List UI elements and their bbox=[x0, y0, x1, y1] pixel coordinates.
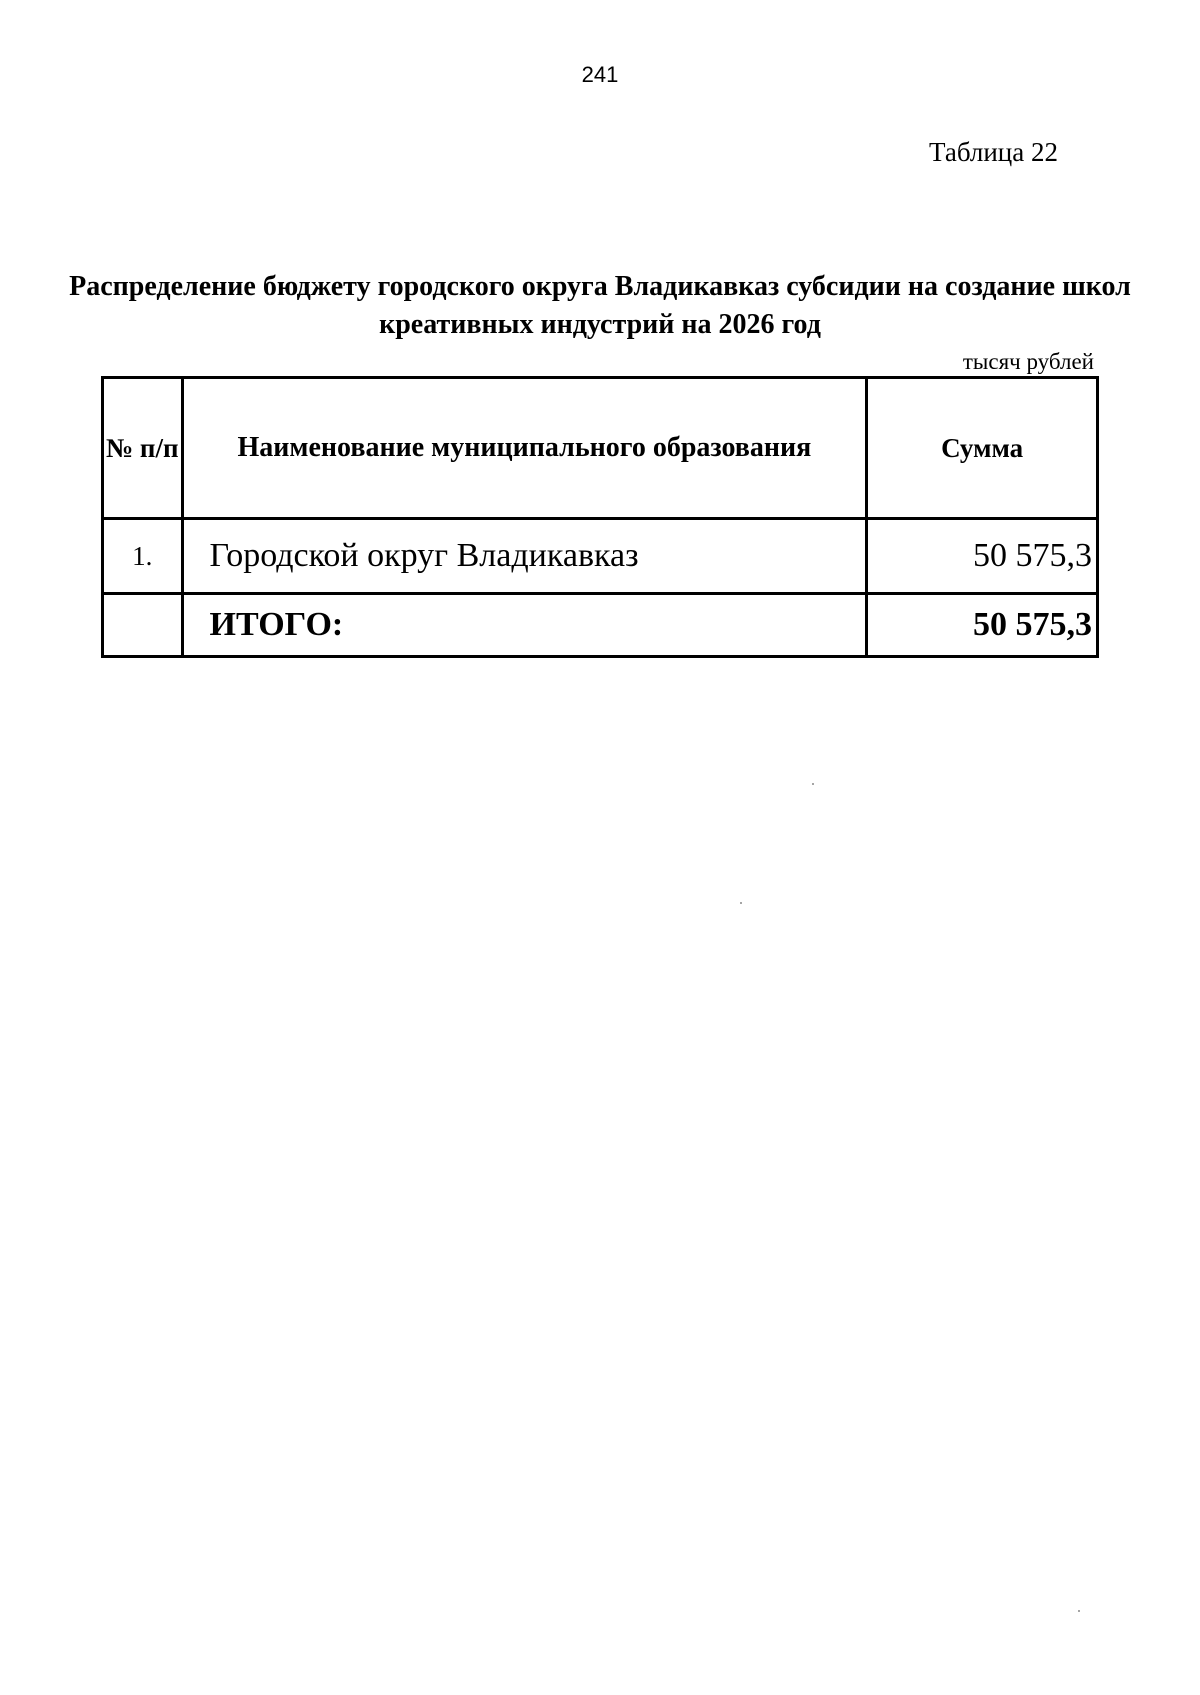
total-number bbox=[103, 594, 183, 657]
total-sum: 50 575,3 bbox=[867, 594, 1098, 657]
scan-speck bbox=[740, 902, 742, 904]
row-name: Городской округ Владикавказ bbox=[182, 519, 867, 594]
total-row bbox=[103, 594, 1098, 657]
total-label: ИТОГО: bbox=[182, 594, 867, 657]
header-name: Наименование муниципального образования bbox=[182, 378, 867, 519]
page-number: 241 bbox=[581, 62, 619, 87]
row-sum: 50 575,3 bbox=[867, 519, 1098, 594]
row-number: 1. bbox=[103, 519, 183, 594]
header-number: № п/п bbox=[103, 378, 183, 519]
units-label: тысяч рублей bbox=[962, 349, 1094, 374]
scan-speck bbox=[812, 783, 814, 785]
table-label: Таблица 22 bbox=[929, 137, 1058, 167]
header-sum: Сумма bbox=[867, 378, 1098, 519]
document-title: Распределение бюджету городского округа Владикавказ субсидии на создание школ креативных индустрий на 2026 год bbox=[69, 271, 1131, 340]
scan-speck bbox=[1078, 1610, 1080, 1612]
budget-table bbox=[101, 376, 1099, 658]
table-header-row bbox=[103, 378, 1098, 519]
table-row bbox=[103, 519, 1098, 594]
